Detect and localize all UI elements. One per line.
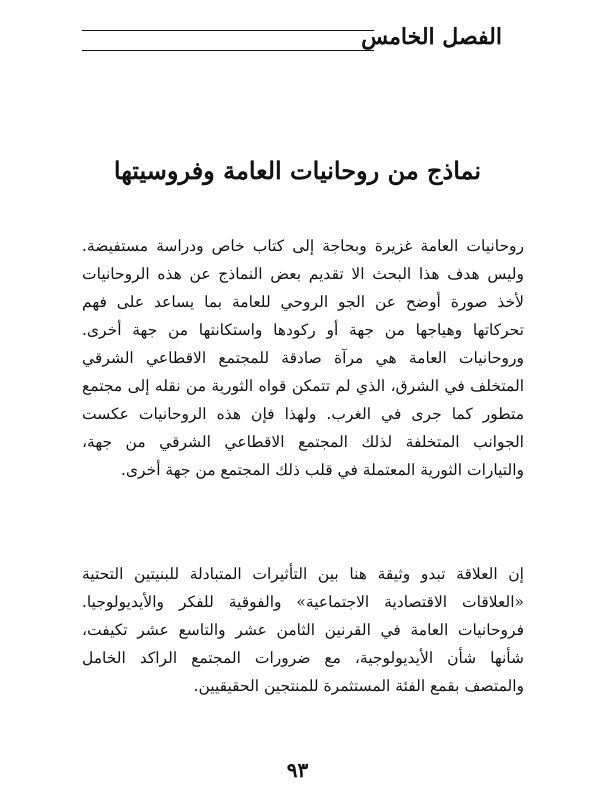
section-title: نماذج من روحانيات العامة وفروسيتها [113,156,482,185]
chapter-title: الفصل الخامس [361,24,502,50]
running-header [82,22,502,56]
body-paragraph-1: روحانيات العامة غزيرة وبحاجة إلى كتاب خاص ودراسة مستفيضة. وليس هدف هذا البحث الا تقديم بعض النماذج عن هذه الروحانيات لأخذ صورة أوضح عن الجو الروحي للعامة بما يساعد على فهم تحركاتها وهياجها من جهة أو ركودها واستكانتها من جهة أخرى. وروحانيات العامة هي مرآة صادقة للمجتمع الاقطاعي الشرقي المتخلف في الشرق، الذي لم تتمكن قواه الثورية من نقله إلى مجتمع متطور كما جرى في الغرب. ولهذا فإن هذه الروحانيات عكست الجوانب المتخلفة لذلك المجتمع الاقطاعي الشرقي من جهة، والتيارات الثورية المعتملة في قلب ذلك المجتمع من جهة أخرى. [82,236,525,479]
body-paragraph-2: إن العلاقة تبدو وثيقة هنا بين التأثيرات المتبادلة للبنيتين التحتية «العلاقات الاقتصادية الاجتماعية» والفوقية للفكر والأيديولوجيا. فروحانيات العامة في القرنين الثامن عشر والتاسع عشر تكيفت، شأنها شأن الأيديولوجية، مع ضرورات المجتمع الراكد الخامل والمتصف بقمع الفئة المستثمرة للمنتجين الحقيقيين. [82,564,524,695]
header-rule-bottom [82,50,374,51]
page-number: ٩٣ [286,758,309,782]
header-rule-top [82,30,374,31]
